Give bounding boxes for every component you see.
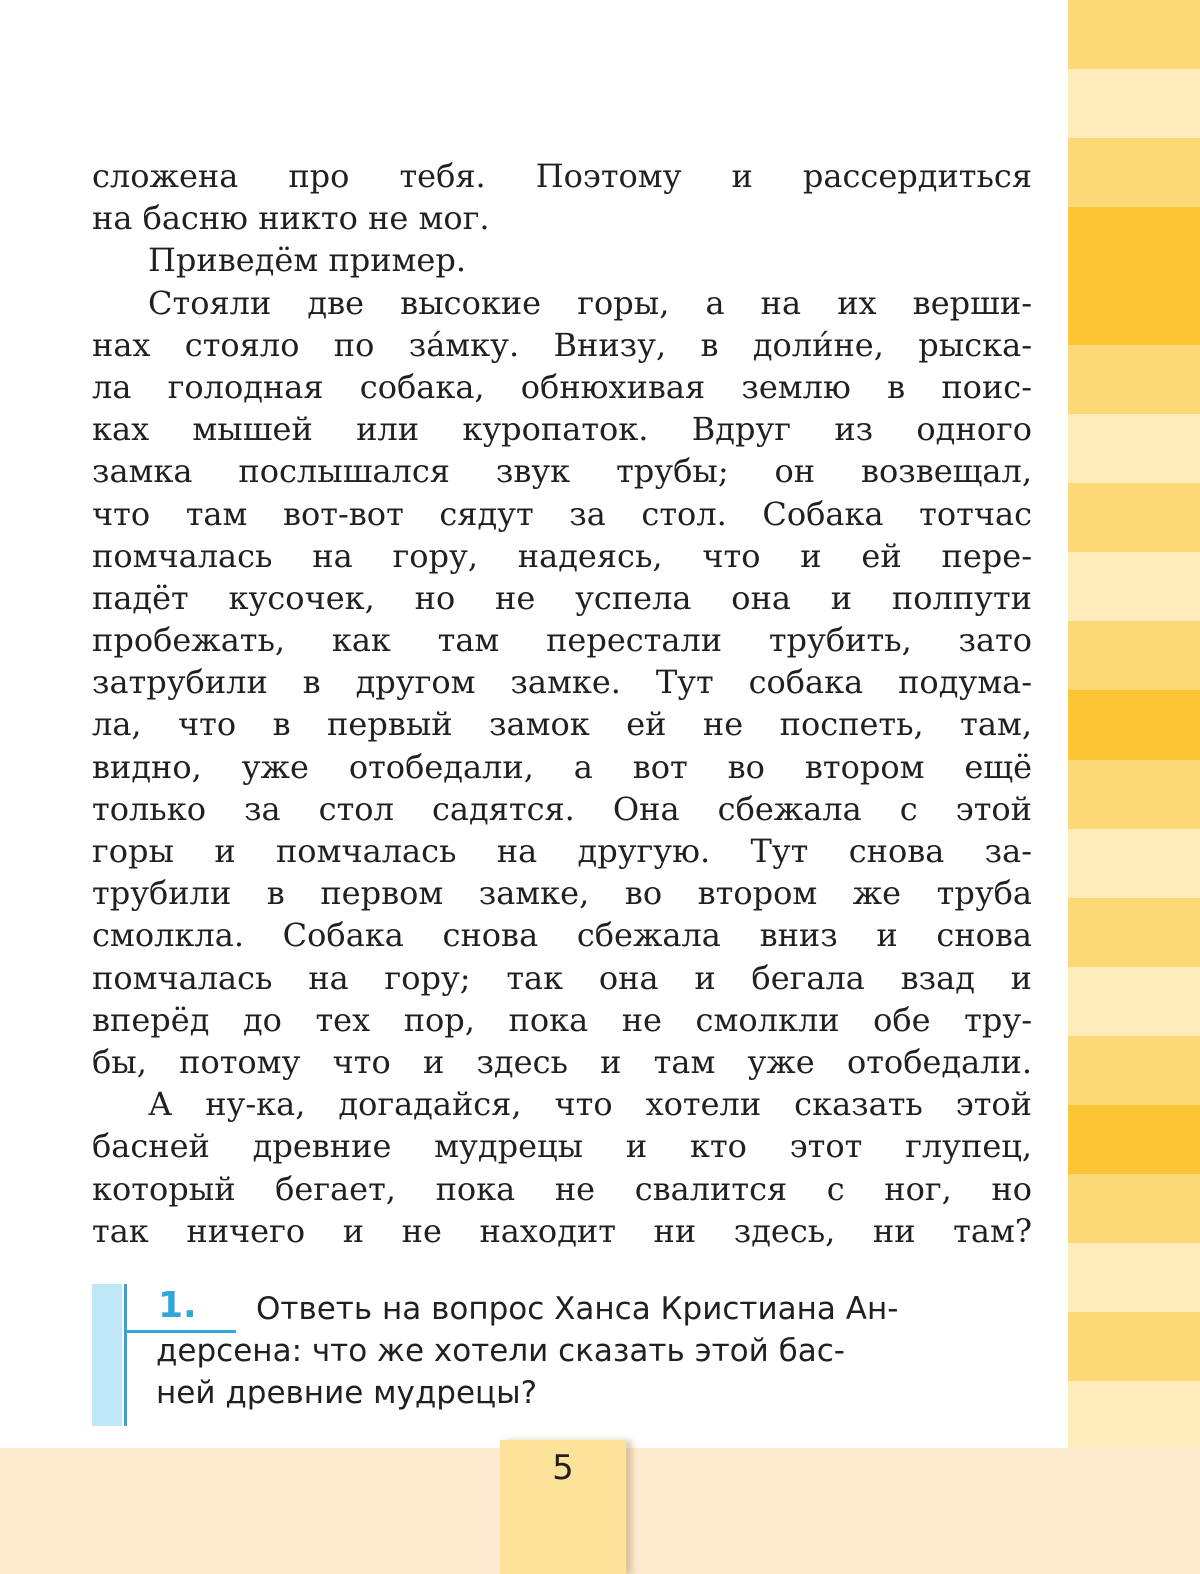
- decorative-stripe: [1068, 414, 1200, 484]
- text-line: который бегает, пока не свалится с ног, но: [92, 1169, 1032, 1208]
- text-line: ла голодная собака, обнюхивая землю в поис-: [92, 367, 1032, 406]
- decorative-stripe: [1068, 1381, 1200, 1451]
- text-line: басней древние мудрецы и кто этот глупец,: [92, 1127, 1032, 1166]
- story-text: [92, 155, 1032, 1252]
- task-block: [92, 1284, 1032, 1426]
- decorative-stripe: [1068, 690, 1200, 760]
- text-line: А ну-ка, догадайся, что хотели сказать этой: [148, 1085, 1032, 1124]
- text-line: Стояли две высокие горы, а на их верши-: [148, 283, 1032, 322]
- task-side-bar: [92, 1284, 122, 1426]
- text-line: так ничего и не находит ни здесь, ни там?: [92, 1211, 1032, 1250]
- decorative-stripe: [1068, 0, 1200, 70]
- text-line: замка послышался звук трубы; он возвещал,: [92, 452, 1032, 491]
- text-line: бы, потому что и здесь и там уже отобедали.: [92, 1042, 1032, 1081]
- task-vertical-rule: [124, 1284, 127, 1426]
- decorative-stripe: [1068, 345, 1200, 415]
- decorative-stripes: [1068, 0, 1200, 1450]
- task-line: Ответь на вопрос Ханса Кристиана Ан-: [256, 1291, 899, 1327]
- decorative-stripe: [1068, 1243, 1200, 1313]
- decorative-stripe: [1068, 967, 1200, 1037]
- text-line: на басню никто не мог.: [92, 199, 490, 238]
- text-line: вперёд до тех пор, пока не смолкли обе тру-: [92, 1000, 1032, 1039]
- text-line: нах стояло по за́мку. Внизу, в доли́не, рыска-: [92, 325, 1032, 364]
- decorative-stripe: [1068, 69, 1200, 139]
- decorative-stripe: [1068, 1105, 1200, 1175]
- text-line: затрубили в другом замке. Тут собака подума-: [92, 663, 1032, 702]
- decorative-stripe: [1068, 138, 1200, 208]
- decorative-stripe: [1068, 207, 1200, 277]
- decorative-stripe: [1068, 829, 1200, 899]
- task-line: дерсена: что же хотели сказать этой бас-: [156, 1333, 845, 1369]
- text-line: что там вот-вот сядут за стол. Собака тотчас: [92, 494, 1032, 533]
- text-line: трубили в первом замке, во втором же труба: [92, 874, 1032, 913]
- text-line: сложена про тебя. Поэтому и рассердиться: [92, 157, 1032, 195]
- decorative-stripe: [1068, 1174, 1200, 1244]
- decorative-stripe: [1068, 276, 1200, 346]
- text-line: смолкла. Собака снова сбежала вниз и снова: [92, 916, 1032, 955]
- text-line: горы и помчалась на другую. Тут снова за-: [92, 832, 1032, 870]
- text-line: только за стол садятся. Она сбежала с этой: [92, 789, 1032, 828]
- text-line: Приведём пример.: [148, 241, 466, 280]
- decorative-stripe: [1068, 483, 1200, 553]
- text-line: ках мышей или куропаток. Вдруг из одного: [92, 410, 1032, 449]
- task-line: ней древние мудрецы?: [156, 1375, 538, 1411]
- text-line: помчалась на гору; так она и бегала взад и: [92, 958, 1032, 997]
- page-number-tab: [500, 1440, 626, 1574]
- decorative-stripe: [1068, 621, 1200, 691]
- decorative-stripe: [1068, 1036, 1200, 1106]
- text-line: помчалась на гору, надеясь, что и ей пере-: [92, 536, 1032, 575]
- decorative-stripe: [1068, 552, 1200, 622]
- text-line: падёт кусочек, но не успела она и полпути: [92, 578, 1032, 617]
- task-question: [156, 1285, 1032, 1414]
- decorative-stripe: [1068, 760, 1200, 830]
- decorative-stripe: [1068, 1312, 1200, 1382]
- text-line: пробежать, как там перестали трубить, зато: [92, 621, 1032, 660]
- text-line: ла, что в первый замок ей не поспеть, там,: [92, 705, 1032, 744]
- decorative-stripe: [1068, 898, 1200, 968]
- task-number: 1.: [158, 1285, 197, 1326]
- page-number: 5: [552, 1448, 574, 1488]
- text-line: видно, уже отобедали, а вот во втором ещё: [92, 747, 1032, 786]
